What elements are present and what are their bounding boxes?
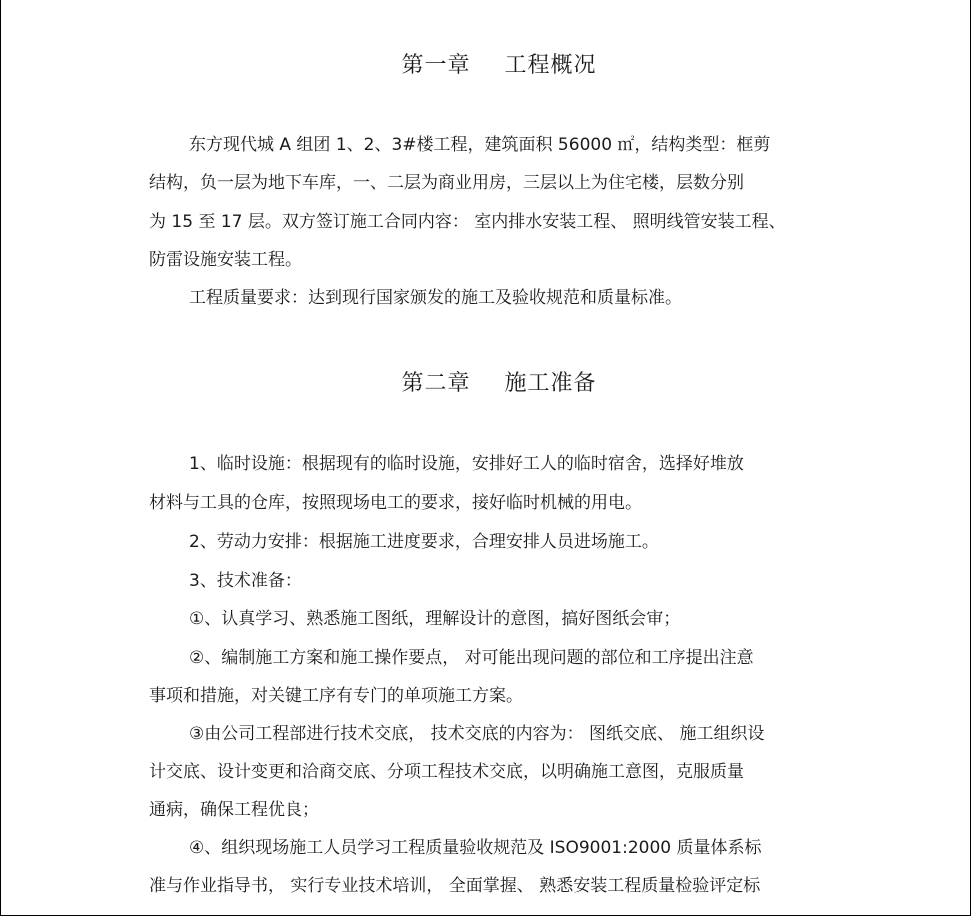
chapter-1-title: 工程概况: [504, 53, 597, 78]
paragraph-line: ②、编制施工方案和施工操作要点， 对可能出现问题的部位和工序提出注意: [189, 648, 754, 668]
chapter-2-title: 施工准备: [504, 371, 597, 396]
paragraph-line: 材料与工具的仓库，按照现场电工的要求，接好临时机械的用电。: [149, 493, 642, 513]
paragraph-line: 工程质量要求：达到现行国家颁发的施工及验收规范和质量标准。: [189, 288, 682, 308]
chapter-1-number: 第一章: [401, 53, 471, 78]
paragraph-line: 通病，确保工程优良；: [149, 800, 319, 820]
paragraph-line: 1、临时设施：根据现有的临时设施，安排好工人的临时宿舍，选择好堆放: [189, 454, 744, 474]
paragraph-line: 计交底、设计变更和洽商交底、分项工程技术交底，以明确施工意图，克服质量: [149, 762, 744, 782]
chapter-1-heading: [149, 48, 849, 79]
paragraph-line: 东方现代城 A 组团 1、2、3#楼工程，建筑面积 56000 ㎡，结构类型：框剪: [189, 135, 771, 155]
paragraph-line: 防雷设施安装工程。: [149, 250, 302, 270]
paragraph-line: 事项和措施，对关键工序有专门的单项施工方案。: [149, 686, 523, 706]
paragraph-line: 结构，负一层为地下车库，一、二层为商业用房，三层以上为住宅楼，层数分别: [149, 173, 744, 193]
paragraph-line: ③由公司工程部进行技术交底， 技术交底的内容为： 图纸交底、 施工组织设: [189, 724, 765, 744]
paragraph-line: ④、组织现场施工人员学习工程质量验收规范及 ISO9001:2000 质量体系标: [189, 838, 762, 858]
chapter-2-number: 第二章: [401, 371, 471, 396]
paragraph-line: 准与作业指导书， 实行专业技术培训， 全面掌握、 熟悉安装工程质量检验评定标: [149, 876, 761, 896]
paragraph-line: ①、认真学习、熟悉施工图纸，理解设计的意图，搞好图纸会审；: [189, 609, 681, 629]
chapter-2-heading: [149, 366, 849, 397]
paragraph-line: 2、劳动力安排：根据施工进度要求，合理安排人员进场施工。: [189, 532, 659, 552]
paragraph-line: 为 15 至 17 层。双方签订施工合同内容： 室内排水安装工程、 照明线管安装工程、: [149, 212, 786, 232]
paragraph-line: 3、技术准备：: [189, 571, 302, 591]
